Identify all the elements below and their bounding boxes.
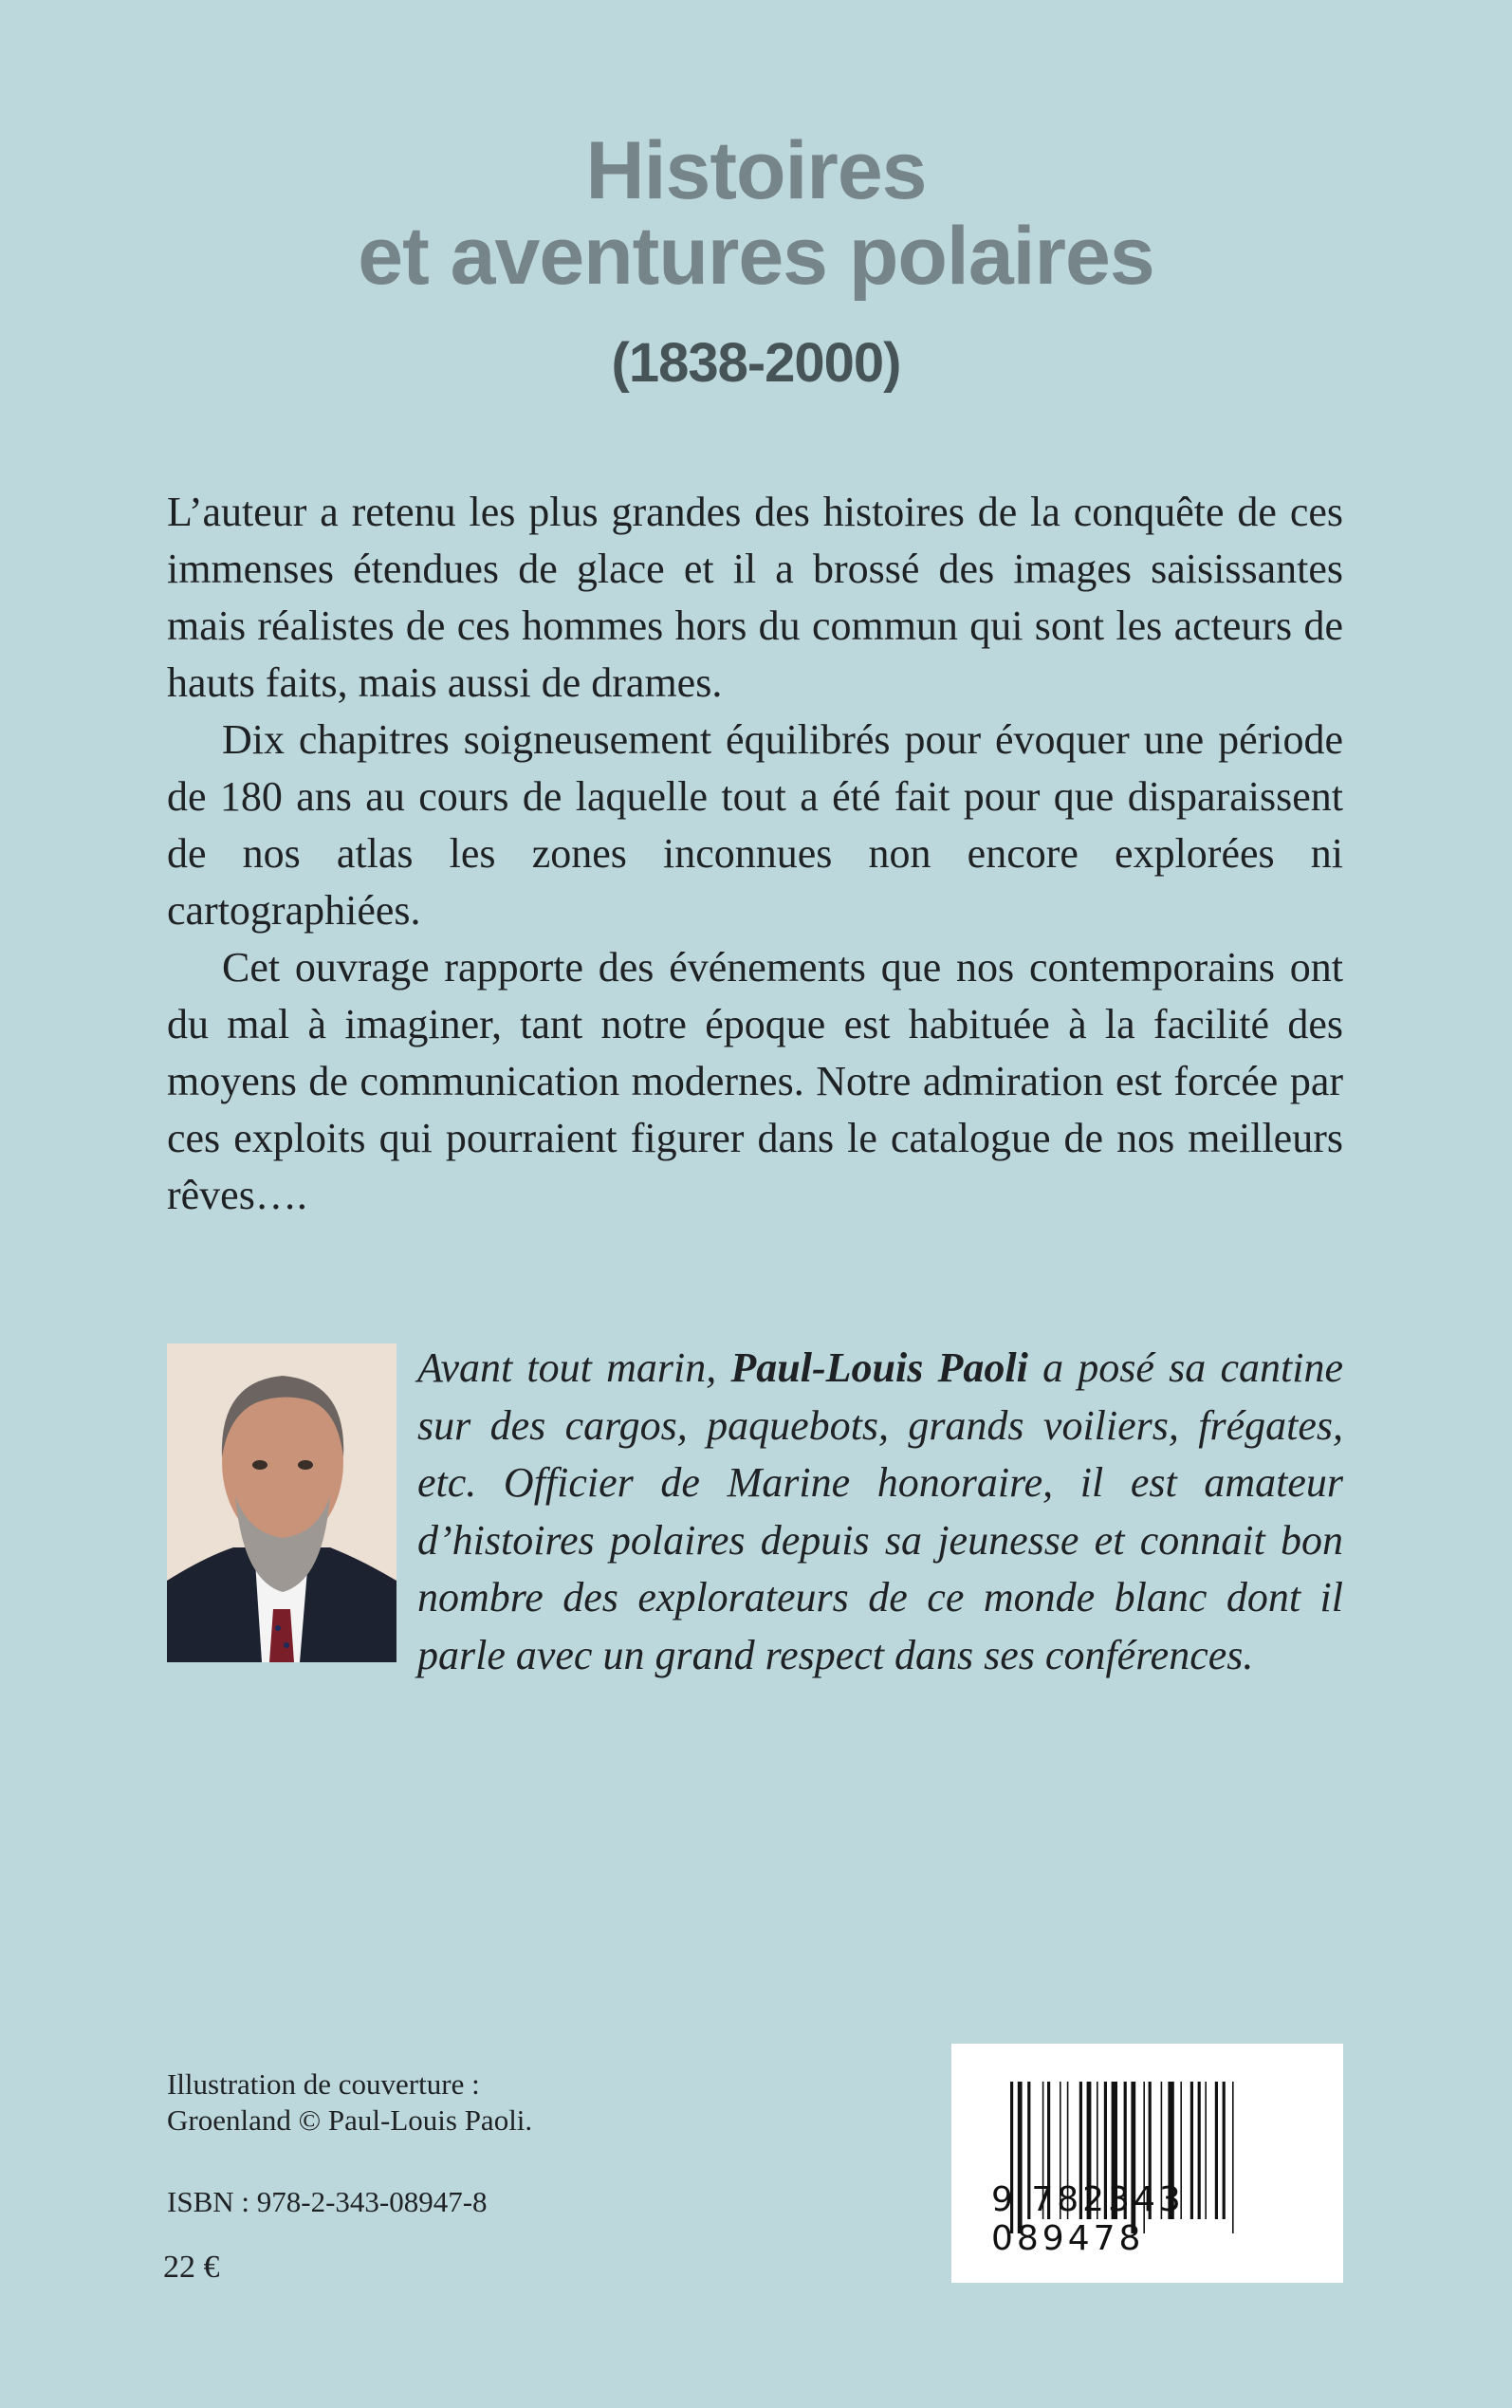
- book-title-line1: Histoires: [585, 125, 927, 216]
- summary-paragraph-1: L’auteur a retenu les plus grandes des histoires de la conquête de ces immenses étendues de glace et il a brossé des images saisissantes mais réalistes de ces hommes hors du commun qui sont les acteurs de hauts faits, mais aussi de drames.: [167, 489, 1343, 706]
- barcode-digits: 9 782343 089478: [991, 2180, 1185, 2258]
- price: 22 €: [163, 2250, 220, 2285]
- author-bio-suffix: a posé sa cantine sur des cargos, paquebots, grands voiliers, frégates, etc. Officier de Marine honoraire, il est amateur d’histoires polaires depuis sa jeunesse et connait bon nombre des explorateurs de ce monde blanc dont il parle avec un grand respect dans ses conférences.: [417, 1344, 1343, 1678]
- credit-line-1: Illustration de couverture :: [167, 2067, 480, 2101]
- author-portrait-icon: [167, 1343, 396, 1662]
- book-subtitle-dates: (1838-2000): [611, 332, 901, 394]
- author-bio: [417, 1340, 1343, 1684]
- summary-text: [167, 484, 1343, 1224]
- book-title-line2: et aventures polaires: [358, 211, 1154, 302]
- cover-illustration-credit: [167, 2066, 532, 2139]
- isbn: ISBN : 978-2-343-08947-8: [167, 2185, 488, 2218]
- author-photo: [167, 1343, 396, 1662]
- barcode: [951, 2044, 1343, 2283]
- summary-paragraph-3: Cet ouvrage rapporte des événements que nos contemporains ont du mal à imaginer, tant notre époque est habituée à la facilité des moyens de communication modernes. Notre admiration est forcée par ces exploits qui pourraient figurer dans le catalogue de nos meilleurs rêves….: [167, 944, 1343, 1218]
- summary-paragraph-2: Dix chapitres soigneusement équilibrés pour évoquer une période de 180 ans au cours de laquelle tout a été fait pour que disparaissent de nos atlas les zones inconnues non encore explorées ni cartographiées.: [167, 716, 1343, 934]
- credit-line-2: Groenland © Paul-Louis Paoli.: [167, 2103, 533, 2137]
- author-name: Paul-Louis Paoli: [730, 1344, 1028, 1391]
- author-bio-prefix: Avant tout marin,: [417, 1344, 731, 1391]
